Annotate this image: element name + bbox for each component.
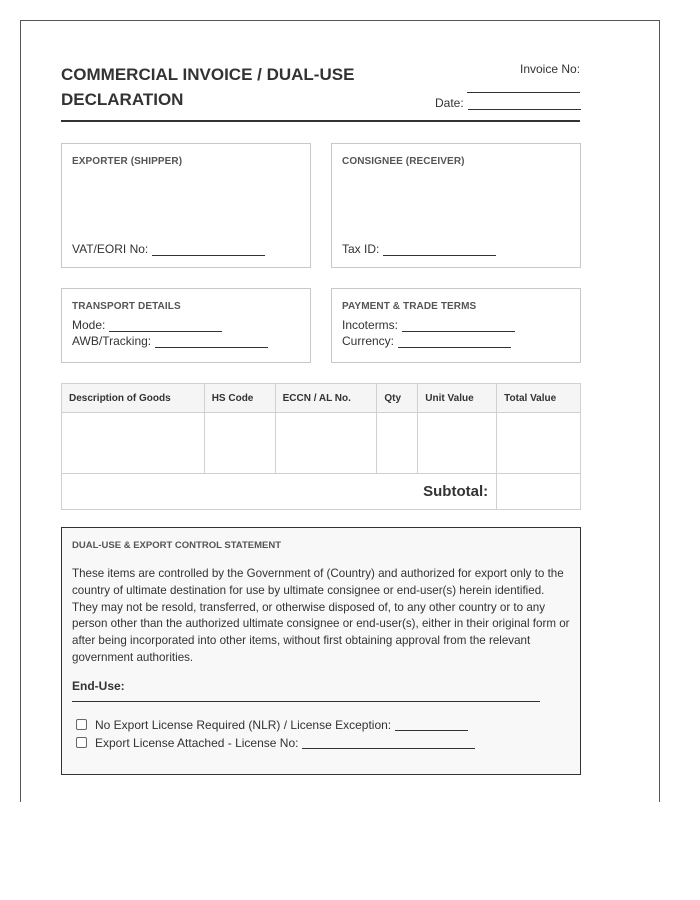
incoterms-field[interactable] bbox=[402, 320, 515, 332]
eccn-cell[interactable] bbox=[275, 413, 377, 474]
currency-label: Currency: bbox=[342, 334, 395, 348]
transport-section bbox=[61, 288, 311, 363]
column-header-eccn: ECCN / AL No. bbox=[275, 384, 377, 413]
tracking-field[interactable] bbox=[155, 336, 268, 348]
mode-field[interactable] bbox=[109, 320, 222, 332]
nlr-option-label: No Export License Required (NLR) / License Exception: bbox=[95, 717, 392, 732]
subtotal-value-cell[interactable] bbox=[497, 474, 581, 510]
table-header-row bbox=[62, 384, 581, 413]
document-title: COMMERCIAL INVOICE / DUAL-USE DECLARATION bbox=[61, 65, 355, 109]
license-attached-checkbox[interactable] bbox=[76, 737, 87, 748]
description-cell[interactable] bbox=[62, 413, 205, 474]
column-header-qty: Qty bbox=[377, 384, 418, 413]
column-header-description: Description of Goods bbox=[62, 384, 205, 413]
exporter-section bbox=[61, 143, 311, 268]
license-exception-field[interactable] bbox=[395, 719, 468, 731]
invoice-number-field[interactable] bbox=[467, 92, 580, 93]
header-divider bbox=[61, 120, 580, 122]
statement-title: DUAL-USE & EXPORT CONTROL STATEMENT bbox=[72, 540, 281, 551]
mode-label: Mode: bbox=[72, 318, 106, 332]
license-number-field[interactable] bbox=[302, 737, 475, 749]
end-use-label: End-Use: bbox=[72, 678, 125, 693]
nlr-checkbox[interactable] bbox=[76, 719, 87, 730]
goods-table bbox=[61, 383, 581, 510]
tracking-label: AWB/Tracking: bbox=[72, 334, 152, 348]
tax-id-label: Tax ID: bbox=[342, 242, 380, 256]
statement-body: These items are controlled by the Government of (Country) and authorized for export only to the country of ultimate destination for use by ultimate consignee or end-user(s) herein identified. They may not be resold, transferred, or otherwise disposed of, to any other country or to any person other than the authorized ultimate consignee or end-user(s), either in their original form or after being incorporated into other items, without first obtaining approval from the relevant government authorities. bbox=[72, 567, 570, 664]
column-header-total-value: Total Value bbox=[497, 384, 581, 413]
qty-cell[interactable] bbox=[377, 413, 418, 474]
incoterms-field-group bbox=[342, 318, 570, 332]
end-use-field[interactable] bbox=[72, 695, 540, 702]
vat-eori-label: VAT/EORI No: bbox=[72, 242, 149, 256]
payment-section bbox=[331, 288, 581, 363]
date-label: Date: bbox=[435, 96, 464, 110]
consignee-section bbox=[331, 143, 581, 268]
mode-field-group bbox=[72, 318, 300, 332]
invoice-number-label: Invoice No: bbox=[520, 62, 581, 76]
exporter-title: EXPORTER (SHIPPER) bbox=[72, 156, 183, 167]
license-attached-option bbox=[72, 736, 570, 750]
consignee-title: CONSIGNEE (RECEIVER) bbox=[342, 156, 465, 167]
subtotal-label: Subtotal: bbox=[62, 474, 497, 510]
total-value-cell[interactable] bbox=[497, 413, 581, 474]
table-row bbox=[62, 413, 581, 474]
date-field-group bbox=[435, 96, 581, 110]
export-control-statement bbox=[61, 527, 581, 775]
currency-field[interactable] bbox=[398, 336, 511, 348]
column-header-hs-code: HS Code bbox=[204, 384, 275, 413]
currency-field-group bbox=[342, 334, 570, 348]
tax-id-field[interactable] bbox=[383, 244, 496, 256]
payment-title: PAYMENT & TRADE TERMS bbox=[342, 301, 477, 312]
hs-code-cell[interactable] bbox=[204, 413, 275, 474]
license-attached-option-label: Export License Attached - License No: bbox=[95, 735, 299, 750]
tracking-field-group bbox=[72, 334, 300, 348]
column-header-unit-value: Unit Value bbox=[418, 384, 497, 413]
vat-eori-field-group bbox=[72, 242, 265, 256]
incoterms-label: Incoterms: bbox=[342, 318, 399, 332]
vat-eori-field[interactable] bbox=[152, 244, 265, 256]
tax-id-field-group bbox=[342, 242, 496, 256]
nlr-option bbox=[72, 718, 570, 732]
subtotal-row bbox=[62, 474, 581, 510]
transport-title: TRANSPORT DETAILS bbox=[72, 301, 181, 312]
unit-value-cell[interactable] bbox=[418, 413, 497, 474]
date-field[interactable] bbox=[468, 97, 581, 110]
